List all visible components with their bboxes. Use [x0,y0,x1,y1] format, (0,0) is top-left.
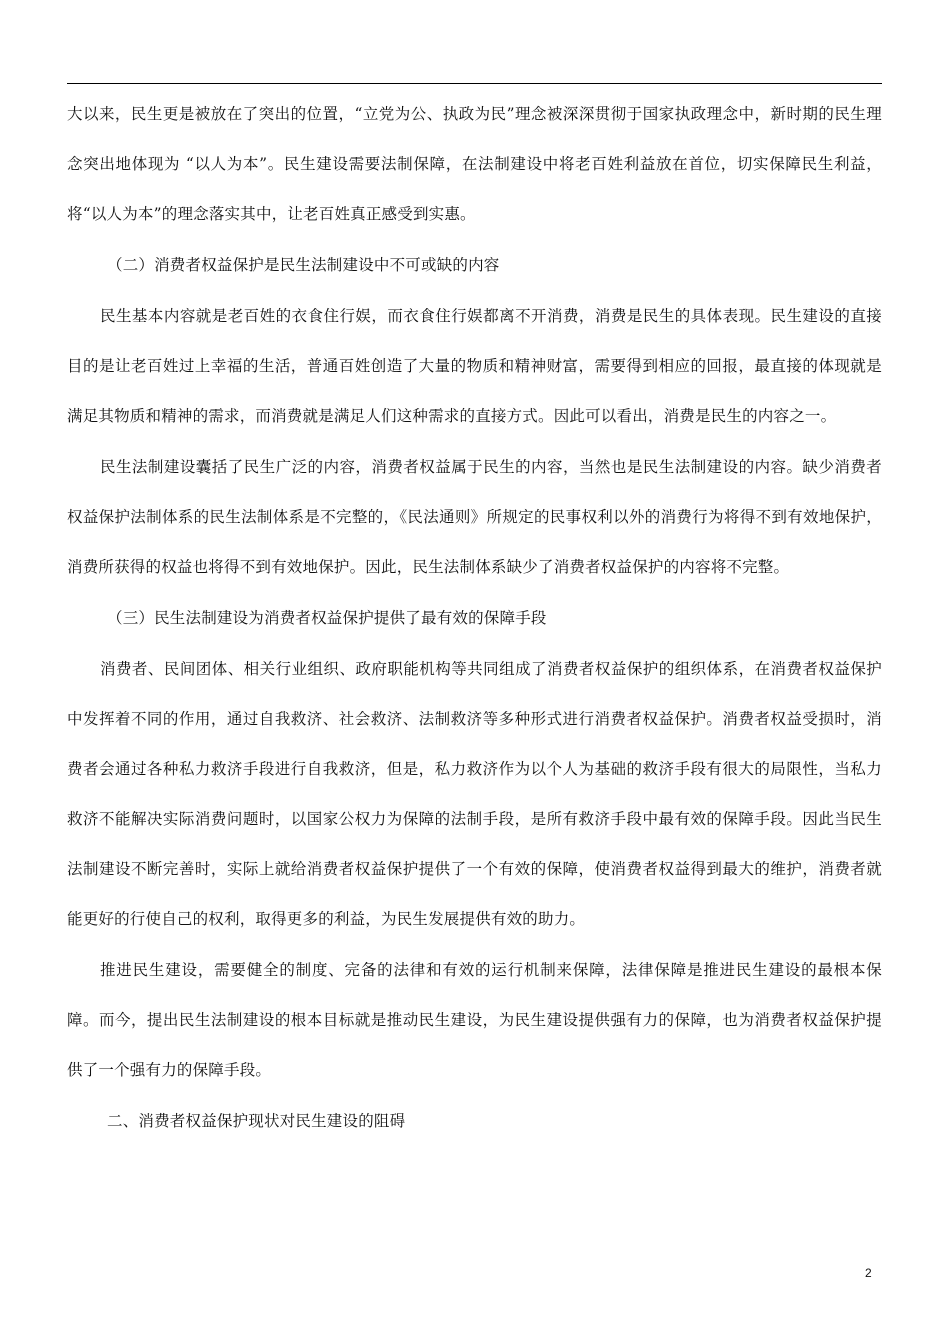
section-heading-3: （三）民生法制建设为消费者权益保护提供了最有效的保障手段 [107,609,547,627]
section-heading-2: （二）消费者权益保护是民生法制建设中不可或缺的内容 [107,256,500,274]
paragraph: 民生法制建设囊括了民生广泛的内容，消费者权益属于民生的内容，当然也是民生法制建设的内容。缺少消费者权益保护法制体系的民生法制体系是不完整的，《民法通则》所规定的民事权利以外的消费行为将得不到有效地保护，消费所获得的权益也将得不到有效地保护。因此，民生法制体系缺少了消费者权益保护的内容将不完整。 [67,458,882,576]
paragraph: 消费者、民间团体、相关行业组织、政府职能机构等共同组成了消费者权益保护的组织体系，在消费者权益保护中发挥着不同的作用，通过自我救济、社会救济、法制救济等多种形式进行消费者权益保护。消费者权益受损时，消费者会通过各种私力救济手段进行自我救济，但是，私力救济作为以个人为基础的救济手段有很大的局限性，当私力救济不能解决实际消费问题时，以国家公权力为保障的法制手段，是所有救济手段中最有效的保障手段。因此当民生法制建设不断完善时，实际上就给消费者权益保护提供了一个有效的保障，使消费者权益得到最大的维护，消费者就能更好的行使自己的权利，取得更多的利益，为民生发展提供有效的助力。 [67,660,882,928]
chapter-heading-2: 二、消费者权益保护现状对民生建设的阻碍 [107,1112,406,1130]
header-rule [67,83,882,84]
page-number: 2 [865,1266,872,1280]
paragraph: 推进民生建设，需要健全的制度、完备的法律和有效的运行机制来保障，法律保障是推进民生建设的最根本保障。而今，提出民生法制建设的根本目标就是推动民生建设，为民生建设提供强有力的保障，也为消费者权益保护提供了一个强有力的保障手段。 [67,961,882,1079]
paragraph: 民生基本内容就是老百姓的衣食住行娱，而衣食住行娱都离不开消费，消费是民生的具体表现。民生建设的直接目的是让老百姓过上幸福的生活，普通百姓创造了大量的物质和精神财富，需要得到相应的回报，最直接的体现就是满足其物质和精神的需求，而消费就是满足人们这种需求的直接方式。因此可以看出，消费是民生的内容之一。 [67,307,882,425]
document-body [67,89,882,1146]
paragraph-continuation: 大以来，民生更是被放在了突出的位置，“立党为公、执政为民”理念被深深贯彻于国家执政理念中，新时期的民生理念突出地体现为 “以人为本”。民生建设需要法制保障，在法制建设中将老百姓利益放在首位，切实保障民生利益，将“以人为本”的理念落实其中，让老百姓真正感受到实惠。 [67,105,882,223]
